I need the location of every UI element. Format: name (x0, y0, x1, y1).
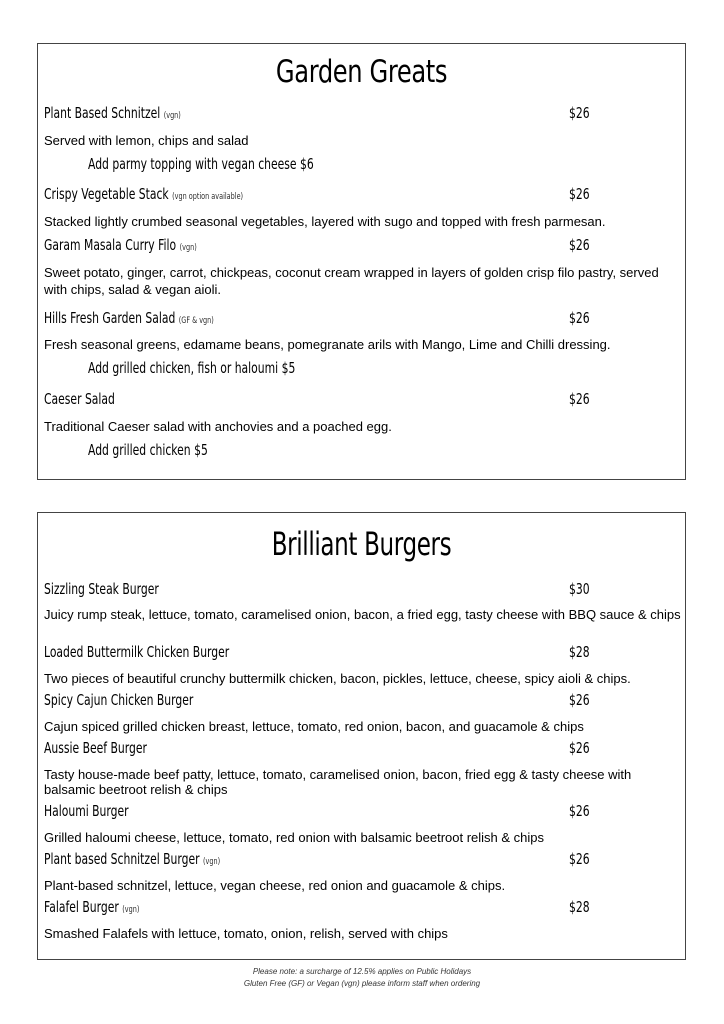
item-price: $26 (569, 185, 590, 203)
item-description: Plant-based schnitzel, lettuce, vegan cheese, red onion and guacamole & chips. (44, 878, 506, 893)
item-name: Aussie Beef Burger (44, 739, 147, 757)
item-name: Falafel Burger (vgn) (44, 898, 140, 916)
item-name: Sizzling Steak Burger (44, 580, 159, 598)
item-description: Served with lemon, chips and salad (44, 133, 249, 148)
item-name: Plant Based Schnitzel (vgn) (44, 104, 181, 122)
item-description: Two pieces of beautiful crunchy buttermilk chicken, bacon, pickles, lettuce, cheese, spicy aioli & chips. (44, 671, 631, 686)
item-price: $28 (569, 643, 590, 661)
item-price: $26 (569, 104, 590, 122)
dietary-note: Gluten Free (GF) or Vegan (vgn) please inform staff when ordering (243, 979, 481, 988)
item-name: Plant based Schnitzel Burger (vgn) (44, 850, 221, 868)
item-name: Loaded Buttermilk Chicken Burger (44, 643, 230, 661)
item-price: $26 (569, 691, 590, 709)
item-description: Juicy rump steak, lettuce, tomato, caramelised onion, bacon, a fried egg, tasty cheese with BBQ sauce & chips (44, 607, 681, 622)
garden-greats-section (37, 43, 686, 480)
surcharge-note: Please note: a surcharge of 12.5% applies on Public Holidays (252, 967, 472, 976)
item-description: Sweet potato, ginger, carrot, chickpeas, coconut cream wrapped in layers of golden crisp filo pastry, served with chips, salad & vegan aioli. (44, 265, 659, 297)
item-price: $26 (569, 739, 590, 757)
item-price: $26 (569, 309, 590, 327)
item-price: $26 (569, 236, 590, 254)
item-price: $30 (569, 580, 590, 598)
item-price: $26 (569, 850, 590, 868)
item-note: (vgn) (122, 905, 140, 915)
item-note: (vgn) (163, 111, 181, 121)
brilliant-burgers-section (37, 512, 686, 960)
item-addon: Add grilled chicken $5 (88, 441, 208, 459)
item-name: Hills Fresh Garden Salad (GF & vgn) (44, 309, 214, 327)
item-price: $28 (569, 898, 590, 916)
item-note: (vgn) (203, 857, 221, 867)
item-addon: Add grilled chicken, fish or haloumi $5 (88, 359, 296, 377)
item-note: (vgn option available) (172, 192, 244, 202)
item-name: Caeser Salad (44, 390, 115, 408)
item-note: (GF & vgn) (178, 316, 214, 326)
section-title: Brilliant Burgers (271, 525, 452, 563)
item-description: Cajun spiced grilled chicken breast, lettuce, tomato, red onion, bacon, and guacamole & chips (44, 719, 584, 734)
item-description: Smashed Falafels with lettuce, tomato, onion, relish, served with chips (44, 926, 448, 941)
item-name: Haloumi Burger (44, 802, 129, 820)
item-price: $26 (569, 390, 590, 408)
item-description: Stacked lightly crumbed seasonal vegetables, layered with sugo and topped with fresh parmesan. (44, 214, 606, 229)
item-description: Tasty house-made beef patty, lettuce, tomato, caramelised onion, bacon, fried egg & tasty cheese with balsamic beetroot relish & chips (44, 767, 632, 797)
item-description: Grilled haloumi cheese, lettuce, tomato, red onion with balsamic beetroot relish & chips (44, 830, 545, 845)
item-name: Garam Masala Curry Filo (vgn) (44, 236, 197, 254)
item-note: (vgn) (179, 243, 197, 253)
section-title: Garden Greats (275, 54, 448, 90)
item-price: $26 (569, 802, 590, 820)
item-addon: Add parmy topping with vegan cheese $6 (88, 155, 314, 173)
item-name: Spicy Cajun Chicken Burger (44, 691, 194, 709)
item-name: Crispy Vegetable Stack (vgn option available) (44, 185, 244, 203)
item-description: Traditional Caeser salad with anchovies and a poached egg. (44, 419, 392, 434)
item-description: Fresh seasonal greens, edamame beans, pomegranate arils with Mango, Lime and Chilli dressing. (44, 337, 611, 352)
